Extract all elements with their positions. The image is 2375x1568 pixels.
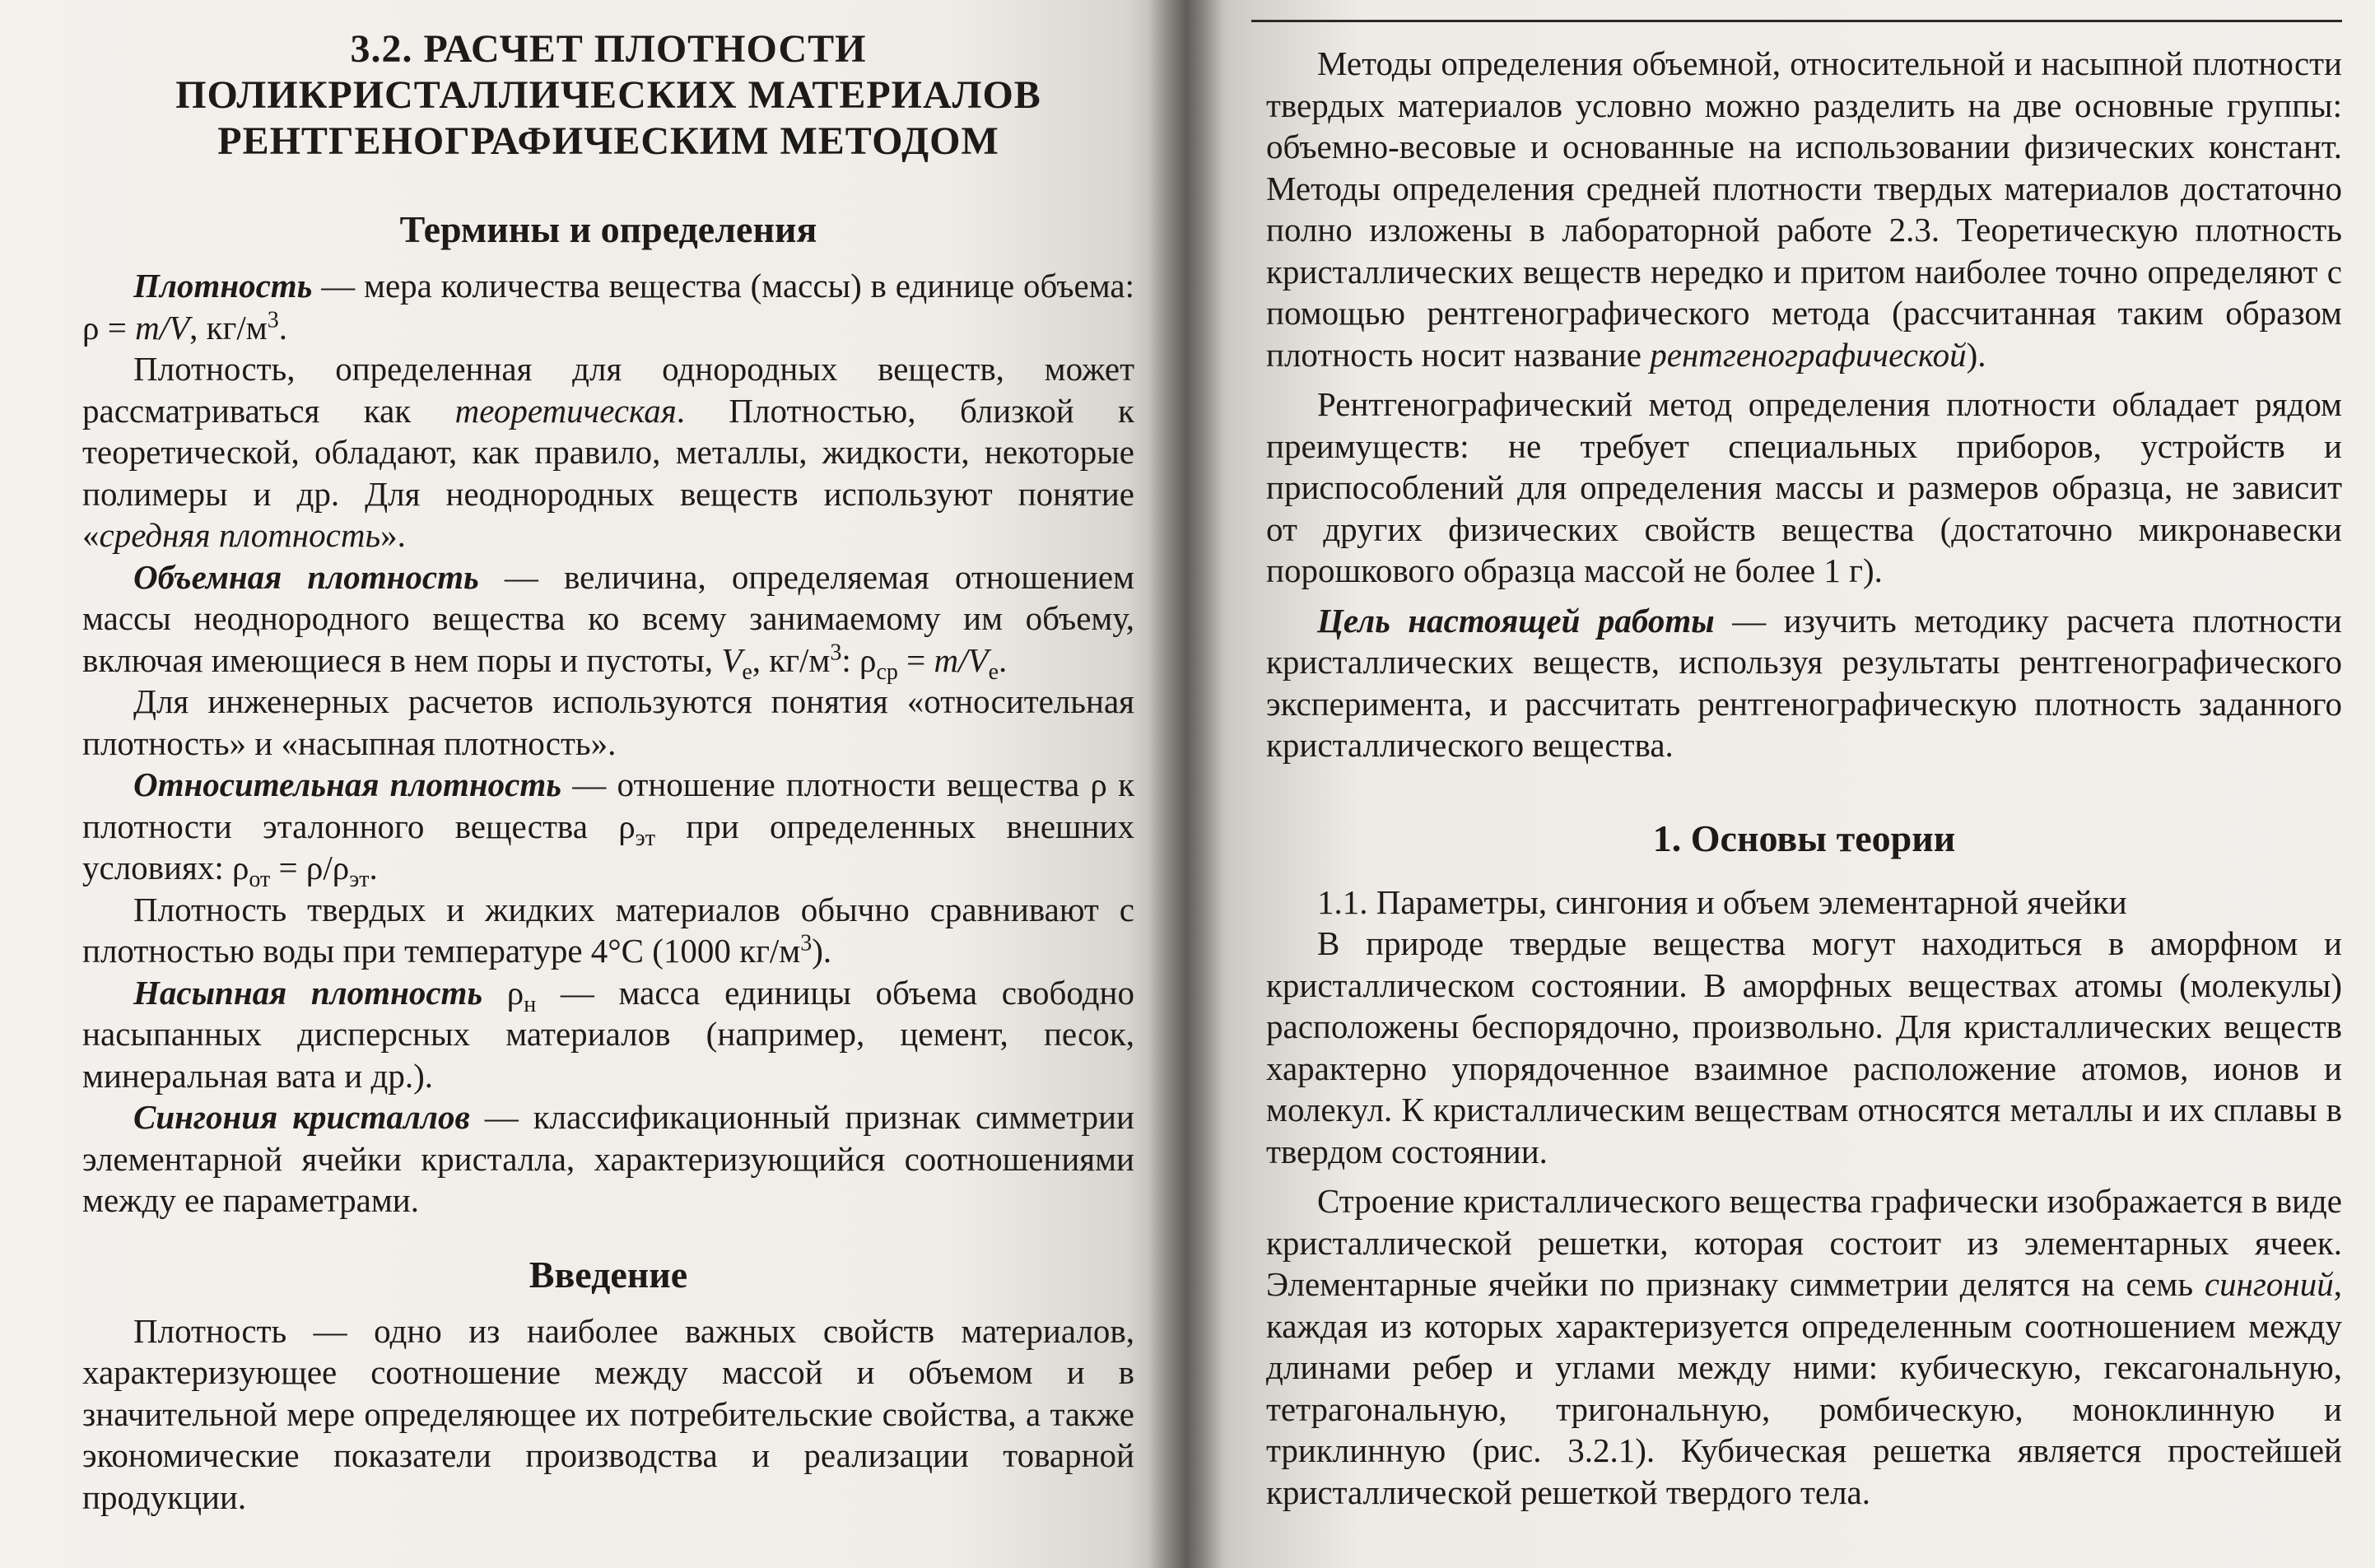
paragraph-amorphous-crystalline: В природе твердые вещества могут находиться в аморфном и кристаллическом состоянии. В аморфных веществах атомы (молекулы) расположены беспорядочно, произвольно. Для кристаллических веществ характерно упорядоченное взаимное расположение атомов, ионов и молекул. К кристаллическим веществам относятся металлы и их сплавы в твердом состоянии. — [1266, 924, 2342, 1170]
introduction-heading: Введение — [529, 1253, 688, 1296]
paragraph-work-goal: Цель настоящей работы — изучить методику расчета плотности кристаллических веществ, используя результаты рентгенографического эксперимента, и рассчитать рентгенографическую плотность заданного кристаллического вещества. — [1266, 601, 2342, 764]
paragraph-xray-advantages: Рентгенографический метод определения плотности обладает рядом преимуществ: не требует специальных приборов, устройств и приспособлений для определения массы и размеров образца, не зависит от других физических свойств вещества (достаточно микронавески порошкового образца массой не более 1 г). — [1266, 385, 2342, 589]
header-rule — [1251, 20, 2342, 22]
paragraph-introduction: Плотность — одно из наиболее важных свойств материалов, характеризующее соотношение между массой и объемом и в значительной мере определяющее их потребительские свойства, а также экономические показатели производства и реализации товарной продукции. — [82, 1311, 1134, 1516]
paragraph-theoretical-density: Плотность, определенная для однородных веществ, может рассматриваться как теоретическая. Плотностью, близкой к теоретической, обладают, как правило, металлы, жидкости, некоторые полимеры и др. Для неоднородных веществ используют понятие «средняя плотность». — [82, 350, 1134, 554]
definition-volume-density: Объемная плотность — величина, определяемая отношением массы неоднородного вещества ко всему занимаемому им объему, включая имеющиеся в нем поры и пустоты, $V_e$, $кг/м^3$: $\rho_{ср} = m/V_e$. — [82, 557, 1134, 685]
definition-syngony: Сингония кристаллов — классификационный признак симметрии элементарной ячейки кристалла, характеризующийся соотношениями между ее параметрами. — [82, 1098, 1134, 1219]
paragraph-engineering: Для инженерных расчетов используются понятия «относительная плотность» и «насыпная плотность». — [82, 682, 1134, 762]
left-page — [0, 0, 1185, 1568]
section-title: 3.2. РАСЧЕТ ПЛОТНОСТИ ПОЛИКРИСТАЛЛИЧЕСКИХ МАТЕРИАЛОВ РЕНТГЕНОГРАФИЧЕСКИМ МЕТОДОМ — [175, 27, 1041, 163]
paragraph-crystal-lattice: Строение кристаллического вещества графически изображается в виде кристаллической решетки, которая состоит из элементарных ячеек. Элементарные ячейки по признаку симметрии делятся на семь сингоний, каждая из которых характеризуется определенным соотношением между длинами ребер и углами между ними: кубическую, гексагональную, тетрагональную, тригональную, ромбическую, моноклинную и триклинную (рис. 3.2.1). Кубическая решетка является простейшей кристаллической решеткой твердого тела. — [1266, 1182, 2342, 1511]
definition-relative-density: Относительная плотность — отношение плотности вещества ρ к плотности эталонного вещества $\rho_{эт}$ при определенных внешних условиях: $\rho_{от} = \rho/\rho_{эт}$. — [82, 765, 1134, 893]
definition-density: Плотность — мера количества вещества (массы) в единице объема: ρ = m/V, $кг/м^3$. — [82, 267, 1134, 347]
theory-heading: 1. Основы теории — [1652, 817, 1956, 859]
terms-heading: Термины и определения — [399, 208, 817, 250]
paragraph-methods: Методы определения объемной, относительной и насыпной плотности твердых материалов условно можно разделить на две основные группы: объемно-весовые и основанные на использовании физических констант. Методы определения средней плотности твердых материалов достаточно полно изложены в лабораторной работе 2.3. Теоретическую плотность кристаллических веществ нередко и притом наиболее точно определяют с помощью рентгенографического метода (рассчитанная таким образом плотность носит название рентгенографической). — [1266, 44, 2342, 374]
subsection-heading: 1.1. Параметры, сингония и объем элементарной ячейки — [1317, 882, 2127, 921]
book-gutter — [1148, 0, 1222, 1568]
definition-bulk-density: Насыпная плотность $\rho_н$ — масса единицы объема свободно насыпанных дисперсных материалов (например, цемент, песок, минеральная вата и др.). — [82, 973, 1134, 1095]
right-page — [1185, 0, 2375, 1568]
paragraph-water-comparison: Плотность твердых и жидких материалов обычно сравнивают с плотностью воды при температуре 4°С (1000 $кг/м^3$). — [82, 890, 1134, 970]
